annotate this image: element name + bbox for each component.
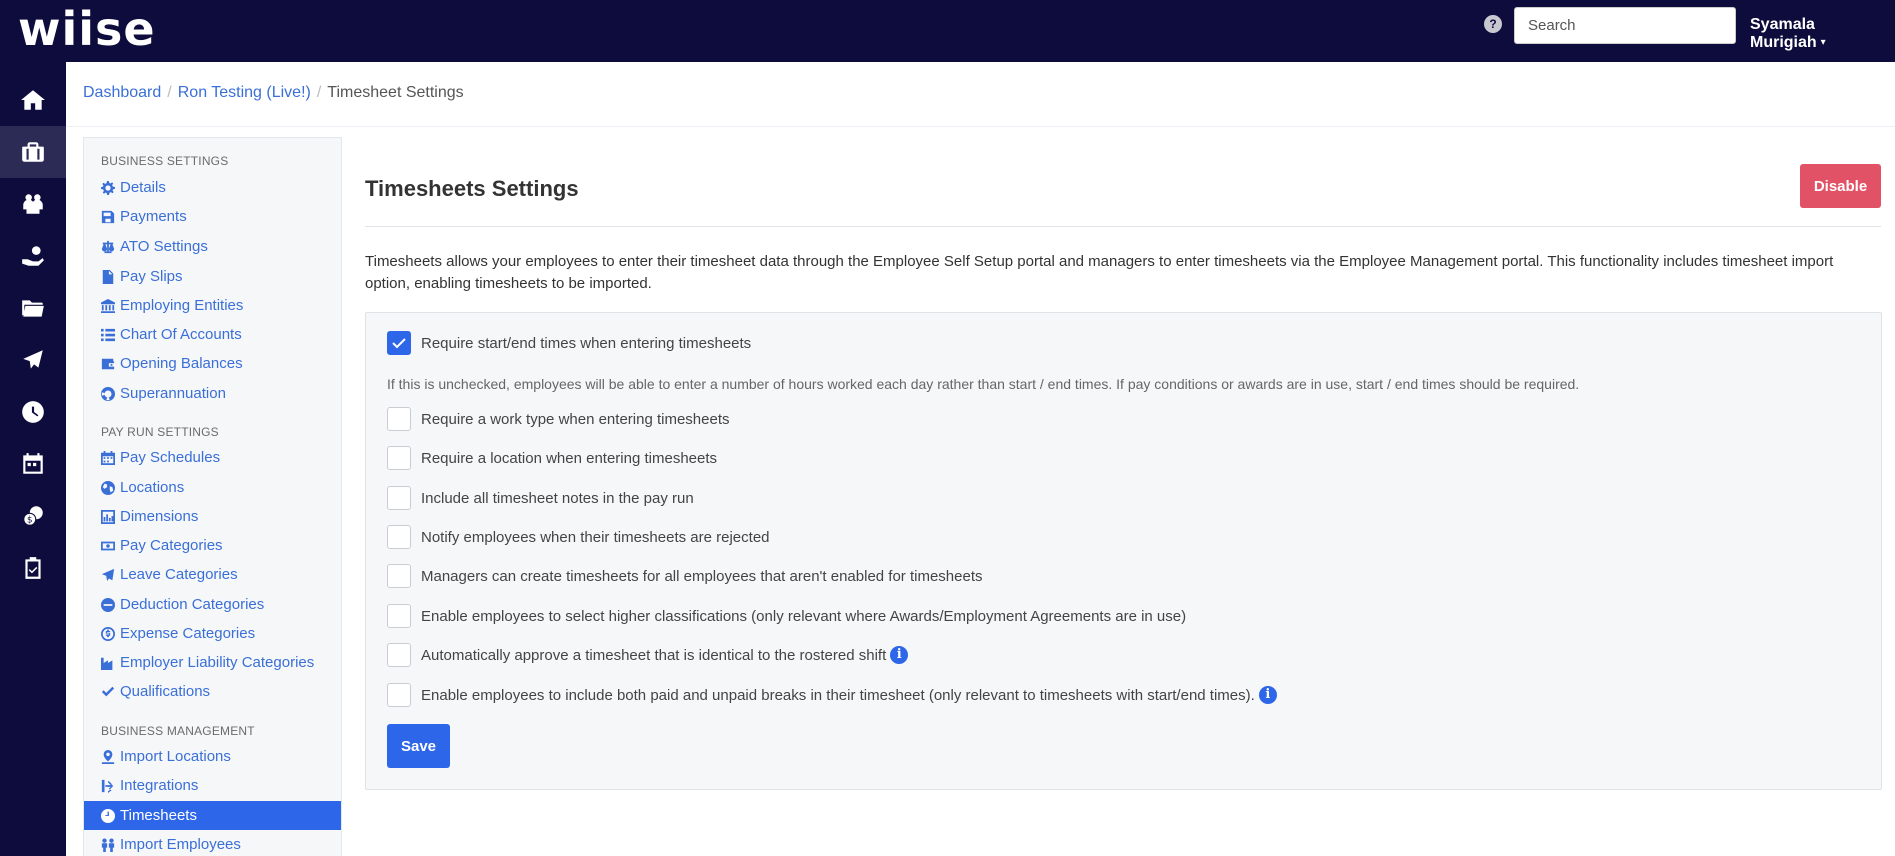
breadcrumb-current: Timesheet Settings — [327, 84, 464, 101]
sidebar-item-pay-schedules[interactable] — [84, 443, 341, 472]
coins-icon[interactable] — [0, 490, 66, 542]
sidebar-item-superannuation[interactable] — [84, 379, 341, 408]
page-title: Timesheets Settings — [365, 176, 579, 201]
user-menu[interactable] — [1750, 16, 1895, 52]
list-icon — [101, 328, 115, 342]
checkbox-require-work-type[interactable] — [387, 407, 411, 431]
wiise-logo[interactable]: wiise — [18, 2, 156, 56]
checkmark-icon — [101, 685, 115, 699]
sidebar-item-label: Dimensions — [120, 508, 199, 525]
breadcrumb-separator: / — [316, 84, 322, 101]
bank-icon — [101, 299, 115, 313]
user-name: Syamala Murigiah — [1750, 16, 1817, 51]
home-icon[interactable] — [0, 74, 66, 126]
sidebar-item-label: Payments — [120, 208, 187, 225]
sidebar-item-label: Pay Slips — [120, 268, 183, 285]
sidebar-item-label: Pay Schedules — [120, 449, 221, 466]
sidebar-item-label: Chart Of Accounts — [120, 326, 242, 343]
people-icon — [101, 838, 115, 852]
globe-icon — [101, 481, 115, 495]
sidebar-item-label: Pay Categories — [120, 537, 223, 554]
gear-icon — [101, 181, 115, 195]
sidebar-item-leave-categories[interactable] — [84, 560, 341, 589]
sidebar-item-payments[interactable] — [84, 202, 341, 231]
sidebar-item-details[interactable] — [84, 173, 341, 202]
sidebar-item-integrations[interactable] — [84, 771, 341, 800]
plane-icon — [101, 568, 115, 582]
save-button[interactable]: Save — [387, 724, 450, 768]
sidebar-item-label: Employer Liability Categories — [120, 654, 315, 671]
option-label: Managers can create timesheets for all employees that aren't enabled for timesheets — [421, 567, 983, 585]
sidebar-item-ato-settings[interactable] — [84, 232, 341, 261]
sidebar-item-label: Superannuation — [120, 385, 226, 402]
clock-icon — [101, 809, 115, 823]
settings-sidebar — [83, 137, 342, 856]
info-icon[interactable]: i — [1259, 686, 1277, 704]
save-icon — [101, 210, 115, 224]
option-label: Require a location when entering timesheets — [421, 449, 718, 467]
search-input[interactable] — [1514, 7, 1736, 44]
sidebar-item-label: Deduction Categories — [120, 596, 265, 613]
sidebar-heading: BUSINESS MANAGEMENT — [101, 724, 255, 738]
sidebar-item-dimensions[interactable] — [84, 502, 341, 531]
title-divider — [365, 226, 1881, 227]
option-managers-create-timesheets — [387, 564, 983, 588]
checkbox-paid-unpaid-breaks[interactable] — [387, 683, 411, 707]
option-require-work-type — [387, 407, 730, 431]
integration-icon — [101, 779, 115, 793]
sidebar-item-employer-liability-categories[interactable] — [84, 648, 341, 677]
checkbox-require-location[interactable] — [387, 446, 411, 470]
sidebar-item-label: Qualifications — [120, 683, 211, 700]
option-paid-unpaid-breaks — [387, 683, 1277, 707]
dollar-circle-icon — [101, 627, 115, 641]
sidebar-heading: PAY RUN SETTINGS — [101, 425, 219, 439]
breadcrumb-dashboard[interactable]: Dashboard — [83, 84, 162, 101]
checkbox-managers-create-timesheets[interactable] — [387, 564, 411, 588]
clipboard-icon[interactable] — [0, 542, 66, 594]
plane-icon[interactable] — [0, 334, 66, 386]
breadcrumb-business[interactable]: Ron Testing (Live!) — [177, 84, 311, 101]
wallet-icon — [101, 357, 115, 371]
sidebar-item-label: Timesheets — [120, 807, 197, 824]
sidebar-item-label: Expense Categories — [120, 625, 256, 642]
option-label: Include all timesheet notes in the pay run — [421, 489, 694, 507]
sidebar-item-label: ATO Settings — [120, 238, 208, 255]
option-label: Enable employees to include both paid and unpaid breaks in their timesheet (only relevant to timesheets with start/end times). — [421, 686, 1255, 704]
option-label: Require a work type when entering timesheets — [421, 410, 730, 428]
breadcrumb-separator: / — [167, 84, 172, 101]
disable-button[interactable]: Disable — [1800, 164, 1881, 208]
money-icon — [101, 539, 115, 553]
sidebar-item-import-employees[interactable] — [84, 830, 341, 856]
option-higher-classifications — [387, 604, 1186, 628]
calendar-icon[interactable] — [0, 438, 66, 490]
checkbox-require-start-end-times[interactable] — [387, 331, 411, 355]
option-label: Enable employees to select higher classifications (only relevant where Awards/Employment Agreements are in use) — [421, 607, 1187, 625]
sidebar-item-label: Integrations — [120, 777, 199, 794]
page-description: Timesheets allows your employees to enter their timesheet data through the Employee Self Setup portal and managers to enter timesheets via the Employee Management portal. This functionality includes timesheet import option, enabling timesheets to be imported. — [365, 253, 1834, 292]
checkbox-higher-classifications[interactable] — [387, 604, 411, 628]
option-label: Require start/end times when entering timesheets — [421, 334, 752, 352]
sidebar-item-label: Import Locations — [120, 748, 231, 765]
briefcase-icon[interactable] — [0, 126, 66, 178]
factory-icon — [101, 656, 115, 670]
minus-circle-icon — [101, 598, 115, 612]
option-require-start-end-times — [387, 331, 751, 355]
option-auto-approve — [387, 643, 908, 667]
breadcrumb-divider — [66, 126, 1895, 127]
help-icon[interactable]: ? — [1484, 15, 1502, 33]
file-icon — [101, 270, 115, 284]
sidebar-item-timesheets[interactable] — [84, 801, 341, 830]
option-require-location — [387, 446, 717, 470]
sidebar-item-label: Employing Entities — [120, 297, 244, 314]
info-icon[interactable]: i — [890, 646, 908, 664]
sidebar-item-pay-categories[interactable] — [84, 531, 341, 560]
sidebar-item-employing-entities[interactable] — [84, 291, 341, 320]
start-end-times-hint: If this is unchecked, employees will be able to enter a number of hours worked each day rather than start / end times. If pay conditions or awards are in use, start / end times should be required. — [387, 376, 1580, 392]
map-pin-icon — [101, 750, 115, 764]
sidebar-item-chart-of-accounts[interactable] — [84, 320, 341, 349]
sidebar-item-locations[interactable] — [84, 473, 341, 502]
calendar-icon — [101, 451, 115, 465]
option-include-notes — [387, 486, 694, 510]
people-icon[interactable] — [0, 178, 66, 230]
checkbox-include-notes[interactable] — [387, 486, 411, 510]
sidebar-item-expense-categories[interactable] — [84, 619, 341, 648]
folder-icon[interactable] — [0, 282, 66, 334]
timesheet-settings-panel — [365, 312, 1882, 790]
hand-money-icon[interactable] — [0, 230, 66, 282]
top-bar — [0, 0, 1895, 62]
sidebar-item-label: Leave Categories — [120, 566, 238, 583]
sidebar-item-deduction-categories[interactable] — [84, 590, 341, 619]
svg-text:$: $ — [26, 515, 33, 526]
sidebar-item-pay-slips[interactable] — [84, 262, 341, 291]
bar-chart-icon — [101, 510, 115, 524]
main-nav-rail — [0, 62, 66, 856]
checkmark-icon — [391, 335, 407, 351]
lifebuoy-icon — [101, 387, 115, 401]
sidebar-item-opening-balances[interactable] — [84, 349, 341, 378]
chevron-down-icon: ▾ — [1820, 37, 1826, 49]
breadcrumb — [83, 84, 464, 102]
sidebar-item-label: Opening Balances — [120, 355, 243, 372]
checkbox-notify-rejected[interactable] — [387, 525, 411, 549]
sidebar-item-label: Import Employees — [120, 836, 241, 853]
option-label: Notify employees when their timesheets are rejected — [421, 528, 770, 546]
checkbox-auto-approve[interactable] — [387, 643, 411, 667]
option-label: Automatically approve a timesheet that is identical to the rostered shift — [421, 646, 887, 664]
option-notify-rejected — [387, 525, 770, 549]
sidebar-item-import-locations[interactable] — [84, 742, 341, 771]
clock-icon[interactable] — [0, 386, 66, 438]
sidebar-heading: BUSINESS SETTINGS — [101, 154, 229, 168]
sidebar-item-label: Details — [120, 179, 166, 196]
scales-icon — [101, 240, 115, 254]
sidebar-item-qualifications[interactable] — [84, 677, 341, 706]
sidebar-item-label: Locations — [120, 479, 185, 496]
